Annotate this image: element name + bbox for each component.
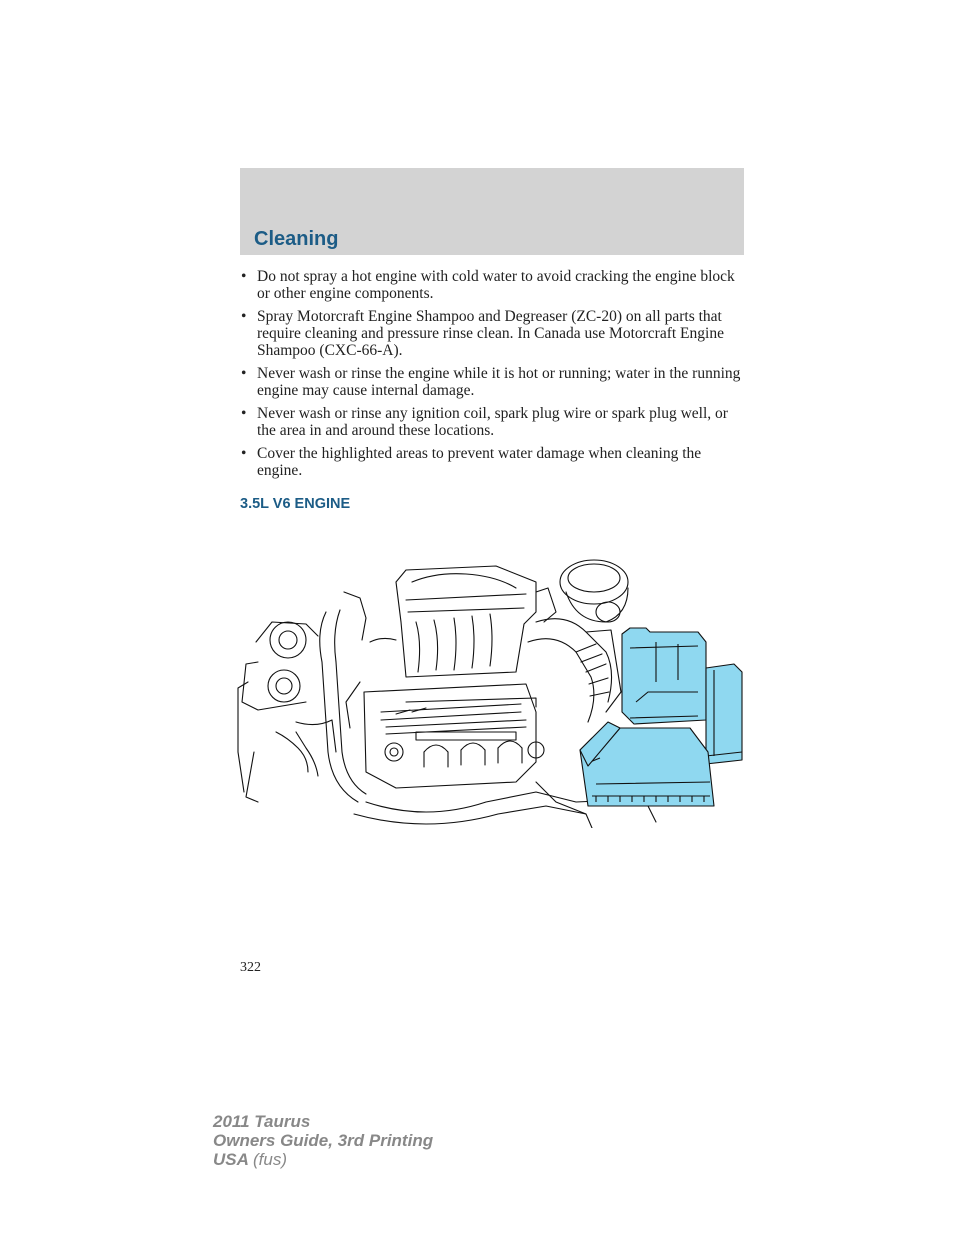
bullet-text: Spray Motorcraft Engine Shampoo and Degreaser (ZC-20) on all parts that require cleaning and pressure rinse clean. In Canada use Motorcraft Engine Shampoo (CXC-66-A). [257, 308, 724, 359]
footer-guide: Owners Guide, 3rd Printing [213, 1131, 434, 1150]
bullet-icon: • [241, 308, 247, 325]
section-header-band [240, 168, 744, 255]
footer-code: (fus) [253, 1150, 287, 1169]
bullet-list [240, 268, 744, 485]
bullet-item [240, 308, 744, 359]
footer-region [213, 1150, 433, 1169]
bullet-icon: • [241, 445, 247, 462]
engine-illustration [236, 552, 748, 828]
bullet-icon: • [241, 268, 247, 285]
bullet-text: Cover the highlighted areas to prevent water damage when cleaning the engine. [257, 445, 702, 479]
bullet-text: Do not spray a hot engine with cold water to avoid cracking the engine block or other engine components. [257, 268, 735, 302]
publication-footer [213, 1112, 433, 1169]
bullet-item [240, 268, 744, 302]
footer-model: 2011 Taurus [213, 1112, 311, 1131]
engine-subheading: 3.5L V6 ENGINE [240, 496, 351, 512]
bullet-item [240, 365, 744, 399]
page-number: 322 [240, 960, 261, 975]
bullet-item [240, 445, 744, 479]
section-title: Cleaning [254, 228, 339, 250]
bullet-text: Never wash or rinse any ignition coil, spark plug wire or spark plug well, or the area in and around these locations. [257, 405, 728, 439]
bullet-icon: • [241, 365, 247, 382]
fuse-box-highlight [706, 664, 742, 764]
bullet-text: Never wash or rinse the engine while it is hot or running; water in the running engine may cause internal damage. [257, 365, 741, 399]
bullet-icon: • [241, 405, 247, 422]
footer-country: USA [213, 1150, 249, 1169]
battery-highlight [622, 628, 706, 724]
bullet-item [240, 405, 744, 439]
